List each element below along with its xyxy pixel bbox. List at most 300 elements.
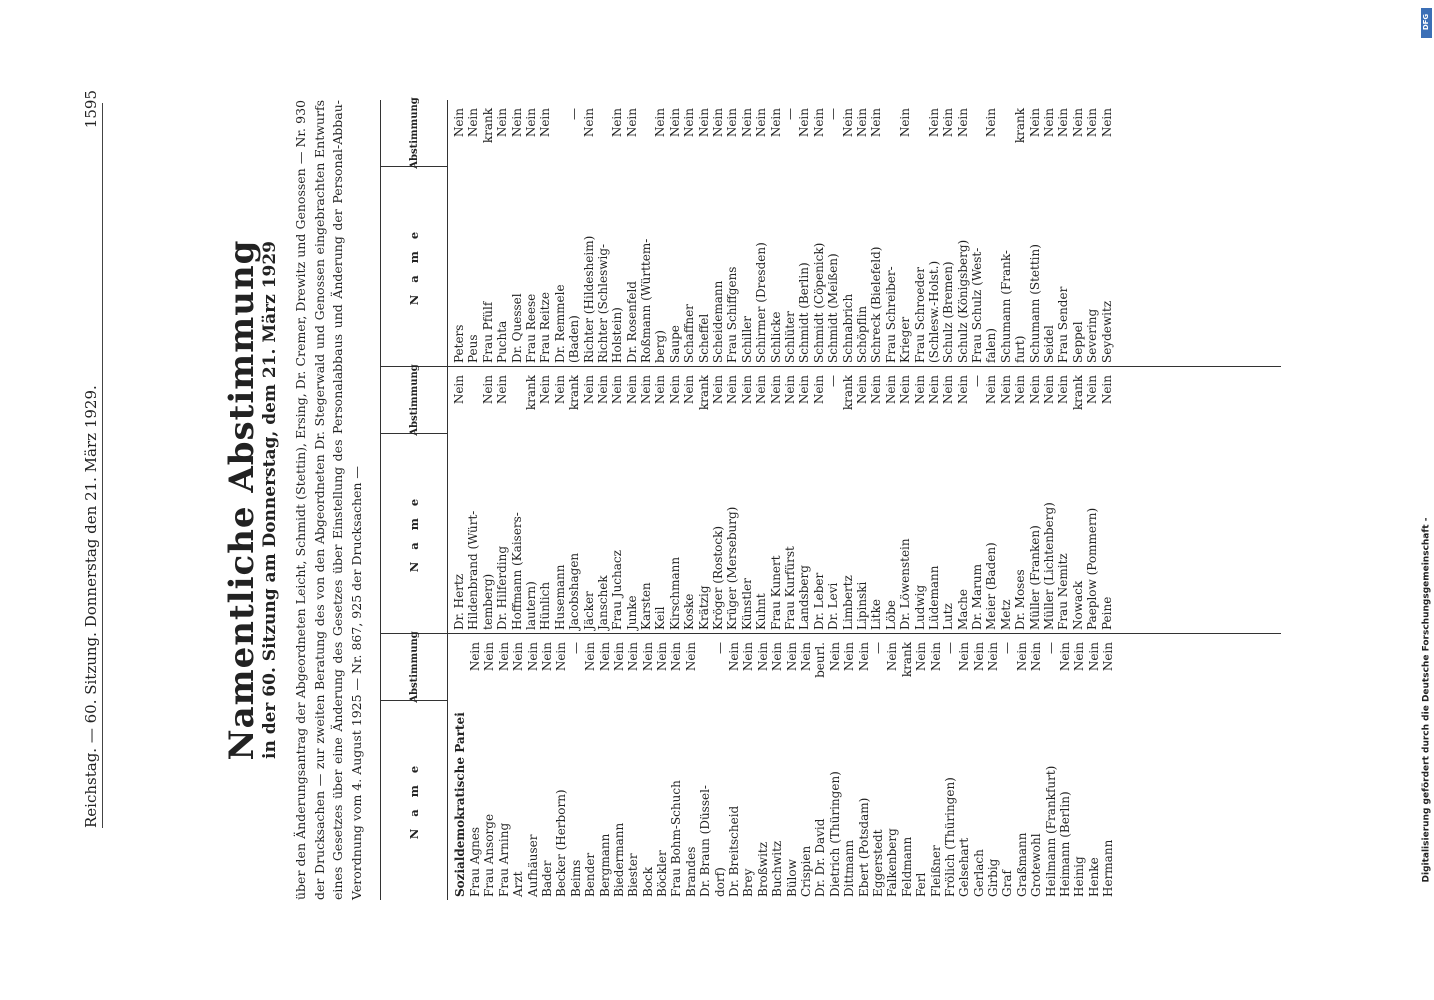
vote-header: Abstimmung	[381, 634, 447, 701]
vote-value: Nein	[971, 642, 986, 672]
vote-value: Nein	[610, 375, 625, 405]
table-row	[929, 634, 943, 900]
vote-value: krank	[1013, 108, 1028, 144]
vote-value: Nein	[496, 642, 511, 672]
vote-value: Nein	[480, 375, 495, 405]
vote-value: Nein	[1101, 642, 1116, 672]
member-name: Dr. Löwenstein	[898, 538, 913, 630]
table-row	[841, 367, 855, 633]
table-row	[770, 634, 784, 900]
vote-value: Nein	[624, 108, 639, 138]
table-row	[799, 634, 813, 900]
table-row	[1042, 367, 1056, 633]
vote-value: Nein	[926, 108, 941, 138]
member-name: Brey	[741, 868, 756, 897]
vote-value	[596, 100, 610, 174]
table-row	[596, 100, 610, 366]
table-row	[956, 100, 970, 366]
table-row	[452, 100, 466, 366]
vote-value: Nein	[986, 642, 1001, 672]
member-name: Kröger (Rostock)	[711, 525, 726, 630]
member-name: Schirmer (Dresden)	[754, 242, 769, 363]
member-name: Seydewitz	[1099, 300, 1114, 363]
table-row	[1029, 634, 1043, 900]
vote-value: Nein	[682, 108, 697, 138]
vote-value: —	[826, 108, 841, 120]
table-row	[857, 634, 871, 900]
vote-value: Nein	[914, 642, 929, 672]
vote-value: Nein	[754, 375, 769, 405]
table-row	[999, 367, 1013, 633]
table-row	[653, 367, 667, 633]
member-name: Lüdemann	[926, 565, 941, 630]
member-name: Severing	[1085, 308, 1100, 363]
table-row	[641, 634, 655, 900]
member-name: Frau Schreiber-	[883, 266, 898, 363]
member-name: Litke	[869, 598, 884, 630]
table-row	[452, 367, 466, 633]
vote-value: Nein	[626, 642, 641, 672]
vote-value: Nein	[639, 375, 654, 405]
member-name: Scheffel	[696, 313, 711, 363]
table-row	[524, 100, 538, 366]
vote-value: Nein	[1029, 642, 1044, 672]
vote-value: Nein	[452, 108, 466, 138]
member-name: Dr. Braun (Düssel-	[698, 785, 713, 897]
member-name: Frau Schroeder	[912, 266, 927, 363]
vote-value: —	[826, 375, 841, 387]
vote-value: Nein	[611, 642, 626, 672]
member-name: Broßwitz	[755, 841, 770, 897]
vote-value: Nein	[683, 642, 698, 672]
table-row	[1015, 634, 1029, 900]
member-name: Frau Kunert	[768, 555, 783, 630]
vote-value: Nein	[1056, 375, 1071, 405]
vote-value: Nein	[842, 642, 857, 672]
member-name: Jäcker	[581, 591, 596, 630]
member-name: Dr. Breitscheid	[727, 805, 742, 897]
vote-value: Nein	[495, 375, 510, 405]
vote-value: Nein	[523, 108, 538, 138]
vote-value: beurl.	[813, 642, 828, 678]
vote-value	[884, 100, 898, 174]
vote-value: Nein	[482, 642, 497, 672]
vote-value: Nein	[926, 375, 941, 405]
table-row	[538, 100, 552, 366]
member-name: Kuhnt	[754, 593, 769, 630]
table-row	[957, 634, 971, 900]
member-name: Schulz (Königsberg)	[955, 239, 970, 363]
vote-value: Nein	[741, 642, 756, 672]
vote-value: Nein	[667, 108, 682, 138]
table-row	[1085, 367, 1099, 633]
table-row	[1085, 100, 1099, 366]
rows-col-0	[448, 634, 1116, 900]
member-name: Dr. Rosenfeld	[624, 281, 639, 363]
vote-value: Nein	[811, 108, 826, 138]
member-name: Löbe	[883, 600, 898, 630]
member-name: Peus	[466, 334, 481, 363]
member-name: Girbig	[986, 858, 1001, 897]
table-row	[783, 367, 797, 633]
table-row	[855, 100, 869, 366]
table-row	[1101, 634, 1115, 900]
vote-table	[380, 97, 1281, 900]
table-row	[970, 367, 984, 633]
vote-value: Nein	[856, 642, 871, 672]
vote-value	[970, 100, 984, 174]
vote-header: Abstimmung	[381, 100, 447, 167]
table-row	[596, 367, 610, 633]
member-name: Schreck (Bielefeld)	[869, 246, 884, 363]
member-name: Peters	[452, 324, 466, 363]
name-header: N a m e	[407, 494, 421, 573]
table-row	[510, 100, 524, 366]
table-row	[511, 634, 525, 900]
member-name: Dietrich (Thüringen)	[827, 771, 842, 897]
member-name: Böckler	[655, 850, 670, 897]
member-name: Frau Pfülf	[480, 301, 495, 363]
member-name: Müller (Franken)	[1027, 525, 1042, 630]
table-row	[725, 367, 739, 633]
member-name: Dr. Remmele	[552, 284, 567, 363]
member-name: Eggerstedt	[870, 829, 885, 897]
member-name: Kirschmann	[667, 556, 682, 630]
member-name: Frau Juchacz	[610, 550, 625, 630]
vote-value: —	[568, 642, 583, 654]
member-name: Dr. Quessel	[509, 293, 524, 363]
table-row	[639, 367, 653, 633]
member-name: Bock	[640, 866, 655, 897]
table-row	[669, 634, 683, 900]
vote-value: Nein	[653, 108, 668, 138]
vote-value: Nein	[854, 375, 869, 405]
member-name: Fleißner	[928, 845, 943, 897]
vote-value: Nein	[725, 108, 740, 138]
table-row	[1072, 634, 1086, 900]
table-row	[610, 367, 624, 633]
table-row	[540, 634, 554, 900]
member-name: Graßmann	[1014, 832, 1029, 897]
table-row	[481, 100, 495, 366]
vote-value: Nein	[955, 108, 970, 138]
member-name: (Baden)	[567, 315, 582, 363]
table-row	[769, 367, 783, 633]
rows-col-2	[448, 100, 1114, 366]
vote-value: Nein	[711, 108, 726, 138]
table-row	[1042, 100, 1056, 366]
vote-value: Nein	[1042, 375, 1057, 405]
vote-value: Nein	[984, 375, 999, 405]
table-row	[941, 367, 955, 633]
vote-value: Nein	[667, 375, 682, 405]
table-row	[1058, 634, 1072, 900]
vote-value: Nein	[754, 108, 769, 138]
vote-value: Nein	[912, 375, 927, 405]
table-row	[1044, 634, 1058, 900]
table-row	[481, 367, 495, 633]
member-name: Metz	[998, 599, 1013, 630]
member-name: Aufhäuser	[525, 834, 540, 897]
vote-value: Nein	[610, 108, 625, 138]
table-row	[1087, 634, 1101, 900]
member-name: Dr. Hertz	[452, 573, 466, 630]
table-row	[740, 367, 754, 633]
table-row	[713, 634, 727, 900]
vote-value: Nein	[727, 642, 742, 672]
member-name: Dr. Marum	[970, 564, 985, 630]
member-name: Schumann (Stettin)	[1027, 244, 1042, 363]
table-row	[741, 634, 755, 900]
table-row	[740, 100, 754, 366]
member-name: Dr. Leber	[811, 572, 826, 630]
vote-value: krank	[480, 108, 495, 144]
member-name: Junke	[624, 595, 639, 630]
intro-paragraph: über den Änderungsantrag der Abgeordneten Leicht, Schmidt (Stettin), Ersing, Dr. Cremer, Drewitz und Genossen — Nr. 930 der Drucksachen — zur zweiten Beratung des von den Abgeordneten Dr. Stegerwald und Genossen eingebrachten Entwurfs eines Gesetzes über eine Änderung des Gesetzes über Einstellung des Personalabbaus und Änderung der Personal-Abbau-Verordnung vom 4. August 1925 — Nr. 867, 925 der Drucksachen —	[293, 100, 364, 900]
member-name: Puchta	[495, 320, 510, 363]
vote-value: Nein	[581, 108, 596, 138]
table-row	[510, 367, 524, 633]
table-row	[828, 634, 842, 900]
table-row	[913, 100, 927, 366]
vote-value: Nein	[768, 375, 783, 405]
vote-value: Nein	[941, 108, 956, 138]
vote-value: Nein	[1086, 642, 1101, 672]
vote-value: —	[1043, 642, 1058, 654]
member-name: Frau Kurfürst	[782, 546, 797, 630]
vote-value	[999, 100, 1013, 174]
vote-value: Nein	[955, 375, 970, 405]
member-name: Biester	[626, 853, 641, 897]
table-row	[569, 634, 583, 900]
page-number: 1595	[82, 90, 100, 129]
vote-value: Nein	[840, 108, 855, 138]
table-row	[466, 100, 480, 366]
vote-value	[913, 100, 927, 174]
table-row	[583, 634, 597, 900]
table-row	[684, 634, 698, 900]
table-column	[381, 366, 1281, 633]
member-name: Schlicke	[768, 311, 783, 363]
member-name: Dr. Hilferding	[495, 545, 510, 630]
vote-value: Nein	[725, 375, 740, 405]
member-name: Richter (Hildesheim)	[581, 235, 596, 363]
member-name: Schmidt (Cöpenick)	[811, 242, 826, 363]
vote-value: —	[870, 642, 885, 654]
table-row	[986, 634, 1000, 900]
table-row	[538, 367, 552, 633]
table-row	[898, 367, 912, 633]
vote-value	[698, 634, 712, 708]
member-name: Frau Schiffgens	[725, 266, 740, 363]
table-row	[553, 100, 567, 366]
vote-value: Nein	[452, 375, 466, 405]
member-name: Peine	[1099, 596, 1114, 630]
vote-value	[639, 100, 653, 174]
vote-value	[553, 100, 567, 174]
member-name: Ebert (Potsdam)	[856, 797, 871, 897]
table-row	[884, 367, 898, 633]
table-row	[999, 100, 1013, 366]
table-row	[1013, 100, 1027, 366]
member-name: Scheidemann	[711, 280, 726, 363]
member-name: Husemann	[552, 564, 567, 630]
vote-value: Nein	[739, 108, 754, 138]
header-rule	[102, 103, 103, 828]
member-name: Feldmann	[899, 836, 914, 897]
table-row	[711, 367, 725, 633]
table-row	[812, 367, 826, 633]
member-name: Schumann (Frank-	[998, 250, 1013, 363]
vote-value: —	[942, 642, 957, 654]
table-row	[797, 100, 811, 366]
table-column	[381, 633, 1281, 900]
vote-value: Nein	[928, 642, 943, 672]
member-name: Frau Reitze	[538, 292, 553, 363]
member-name: temberg)	[480, 573, 495, 630]
table-row	[941, 100, 955, 366]
member-name: Heimann (Berlin)	[1058, 791, 1073, 897]
vote-value: Nein	[755, 642, 770, 672]
vote-value: krank	[696, 375, 711, 411]
member-name: Saupe	[667, 325, 682, 363]
member-name: berg)	[653, 330, 668, 363]
vote-value: Nein	[885, 642, 900, 672]
table-row	[626, 634, 640, 900]
column-header	[381, 364, 448, 633]
table-row	[598, 634, 612, 900]
table-row	[653, 100, 667, 366]
vote-value: Nein	[669, 642, 684, 672]
table-row	[869, 100, 883, 366]
table-column	[381, 97, 1281, 366]
member-name: Frau Sender	[1056, 286, 1071, 363]
vote-value	[466, 367, 480, 441]
member-name: Grotewohl	[1029, 833, 1044, 897]
vote-value: Nein	[854, 108, 869, 138]
table-row	[1071, 367, 1085, 633]
member-name: Frau Arning	[496, 822, 511, 897]
page-title: Namentliche Abstimmung	[222, 239, 262, 761]
dfg-logo: DFG	[1421, 8, 1432, 38]
column-header	[381, 631, 448, 900]
vote-value: Nein	[869, 108, 884, 138]
member-name: Krieger	[898, 316, 913, 363]
member-name: Brandes	[683, 846, 698, 897]
table-row	[898, 100, 912, 366]
table-row	[812, 100, 826, 366]
member-name: Frau Agnes	[468, 826, 482, 897]
member-name: Limbertz	[840, 575, 855, 630]
member-name: furt)	[1013, 335, 1028, 363]
table-row	[1000, 634, 1014, 900]
member-name: Paeplow (Pommern)	[1085, 507, 1100, 630]
vote-value: Nein	[509, 108, 524, 138]
vote-value: Nein	[770, 642, 785, 672]
member-name: Holstein)	[610, 307, 625, 363]
member-name: Henke	[1086, 857, 1101, 897]
table-row	[553, 367, 567, 633]
table-row	[1013, 367, 1027, 633]
vote-value: Nein	[984, 108, 999, 138]
member-name: Buchwitz	[770, 840, 785, 897]
member-name: Hoffmann (Kaisers-	[509, 512, 524, 630]
vote-value: Nein	[941, 375, 956, 405]
table-row	[1056, 100, 1070, 366]
table-row	[984, 367, 998, 633]
member-name: Heinig	[1072, 856, 1087, 897]
vote-value: krank	[1070, 375, 1085, 411]
table-row	[697, 100, 711, 366]
vote-value: Nein	[655, 642, 670, 672]
vote-value: —	[712, 642, 727, 654]
table-row	[884, 100, 898, 366]
table-row	[1100, 367, 1114, 633]
member-name: Schiller	[739, 315, 754, 363]
vote-value: Nein	[554, 642, 569, 672]
table-row	[797, 367, 811, 633]
vote-value: Nein	[957, 642, 972, 672]
table-row	[913, 367, 927, 633]
table-row	[554, 634, 568, 900]
vote-value: krank	[523, 375, 538, 411]
vote-value: Nein	[682, 375, 697, 405]
member-name: Nowack	[1070, 580, 1085, 630]
member-name: Schaffner	[682, 304, 697, 363]
member-name: Lutz	[941, 603, 956, 630]
table-row	[526, 634, 540, 900]
vote-value: Nein	[1042, 108, 1057, 138]
member-name: Arzt	[511, 871, 526, 897]
member-name: Schmidt (Meißen)	[826, 253, 841, 363]
vote-value: Nein	[640, 642, 655, 672]
table-row	[826, 100, 840, 366]
table-row	[567, 100, 581, 366]
table-row	[466, 367, 480, 633]
member-name: lautern)	[523, 581, 538, 630]
vote-value: Nein	[1014, 642, 1029, 672]
vote-value: Nein	[898, 108, 913, 138]
table-row	[495, 100, 509, 366]
vote-value: Nein	[739, 375, 754, 405]
member-name: Dr. Dr. David	[813, 818, 828, 897]
member-name: Bader	[539, 860, 554, 897]
digitization-text: Digitalisierung gefördert durch die Deutsche Forschungsgemeinschaft -	[1421, 517, 1432, 883]
vote-value: Nein	[583, 642, 598, 672]
table-row	[639, 100, 653, 366]
table-row	[885, 634, 899, 900]
vote-value: —	[970, 375, 985, 387]
vote-value: Nein	[1013, 375, 1028, 405]
member-name: falen)	[984, 328, 999, 363]
member-name: Crispien	[798, 845, 813, 897]
table-row	[972, 634, 986, 900]
vote-value: Nein	[539, 642, 554, 672]
table-row	[956, 367, 970, 633]
member-name: Schulz (Bremen)	[941, 261, 956, 363]
member-name: Bender	[583, 852, 598, 897]
table-row	[871, 634, 885, 900]
table-row	[914, 634, 928, 900]
vote-value: Nein	[1070, 108, 1085, 138]
table-row	[682, 367, 696, 633]
member-name: Jacobshagen	[567, 552, 582, 630]
table-row	[524, 367, 538, 633]
table-row	[567, 367, 581, 633]
table-row	[783, 100, 797, 366]
vote-value: Nein	[1072, 642, 1087, 672]
vote-value: Nein	[1027, 108, 1042, 138]
